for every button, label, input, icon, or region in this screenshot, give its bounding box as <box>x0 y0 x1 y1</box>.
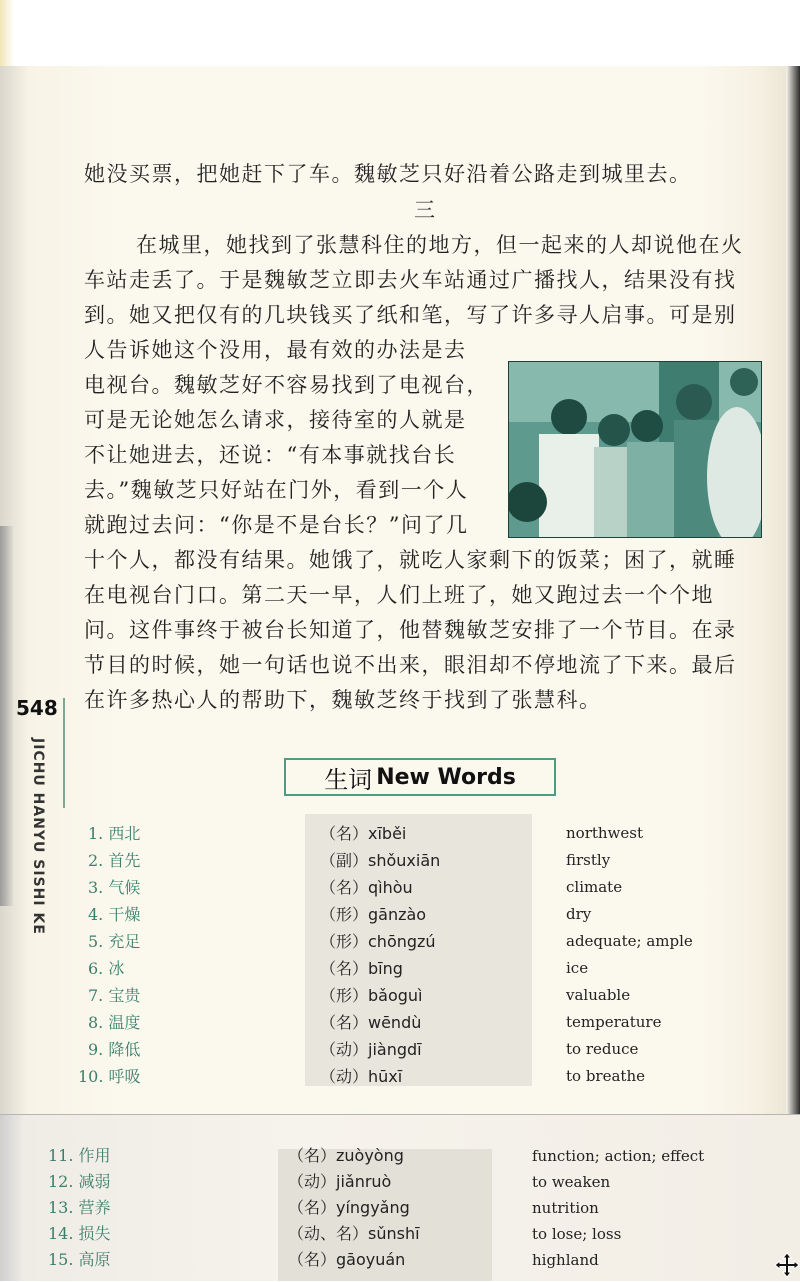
new-words-heading-en: New Words <box>376 764 516 790</box>
section-number: 三 <box>414 198 435 222</box>
crowd-photo <box>508 361 762 538</box>
new-words-heading <box>284 758 556 796</box>
text-line: 电视台。魏敏芝好不容易找到了电视台， <box>84 373 489 397</box>
vocab-word: 13. 营养 <box>48 1198 111 1217</box>
vocab-meaning: to reduce <box>566 1040 639 1058</box>
vocab-word: 3. 气候 <box>88 878 141 897</box>
vocab-word: 9. 降低 <box>88 1040 141 1059</box>
text-line: 就跑过去问：“你是不是台长？”问了几 <box>84 513 469 537</box>
vocab-meaning: ice <box>566 959 589 977</box>
vocab-meaning: climate <box>566 878 623 896</box>
text-line: 在电视台门口。第二天一早，人们上班了，她又跑过去一个个地 <box>84 583 714 607</box>
previous-page-strip <box>0 0 800 67</box>
new-words-heading-cn: 生词 <box>324 765 373 794</box>
vocab-pos-pinyin: （形）bǎoguì <box>320 986 423 1005</box>
next-page-strip[interactable] <box>0 1114 800 1281</box>
text-line: 去。”魏敏芝只好站在门外，看到一个人 <box>84 478 469 502</box>
book-series-title: JICHU HANYU SISHI KE <box>30 738 46 935</box>
vocab-word: 7. 宝贵 <box>88 986 141 1005</box>
vocab-meaning: adequate; ample <box>566 932 693 950</box>
vocab-meaning: temperature <box>566 1013 662 1031</box>
vocab-pos-pinyin: （副）shǒuxiān <box>320 851 441 870</box>
text-line: 人告诉她这个没用，最有效的办法是去 <box>84 338 467 362</box>
vocab-pos-pinyin: （名）yíngyǎng <box>288 1198 410 1217</box>
vocab-word: 14. 损失 <box>48 1224 111 1243</box>
vocab-word: 11. 作用 <box>48 1146 111 1165</box>
vocab-meaning: nutrition <box>532 1199 599 1217</box>
text-line: 车站走丢了。于是魏敏芝立即去火车站通过广播找人，结果没有找 <box>84 268 737 292</box>
vocab-word: 1. 西北 <box>88 824 141 843</box>
vocab-word: 8. 温度 <box>88 1013 141 1032</box>
vocab-pos-pinyin: （动、名）sǔnshī <box>288 1224 420 1243</box>
book-page[interactable] <box>0 66 800 1114</box>
vocab-pos-pinyin: （动）jiàngdī <box>320 1040 422 1059</box>
text-line: 在城里，她找到了张慧科住的地方，但一起来的人却说他在火 <box>136 233 744 257</box>
vocab-pos-pinyin: （形）chōngzú <box>320 932 436 951</box>
crowd-photo-image <box>509 362 761 537</box>
text-line: 问。这件事终于被台长知道了，他替魏敏芝安排了一个节目。在录 <box>84 618 737 642</box>
vocab-word: 15. 高原 <box>48 1250 111 1269</box>
vocab-meaning: firstly <box>566 851 611 869</box>
page-number: 548 <box>16 696 58 720</box>
vocab-pos-pinyin: （动）jiǎnruò <box>288 1172 392 1191</box>
vocab-pos-pinyin: （名）xīběi <box>320 824 407 843</box>
move-icon[interactable] <box>774 1252 800 1278</box>
move-icon-glyph <box>774 1252 800 1278</box>
text-line: 十个人，都没有结果。她饿了，就吃人家剩下的饭菜；困了，就睡 <box>84 548 737 572</box>
text-line: 可是无论她怎么请求，接待室的人就是 <box>84 408 467 432</box>
vocab-meaning: highland <box>532 1251 599 1269</box>
vocab-word: 5. 充足 <box>88 932 141 951</box>
vocab-pos-pinyin: （动）hūxī <box>320 1067 403 1086</box>
passage-line-1 <box>84 157 692 192</box>
vocab-meaning: to lose; loss <box>532 1225 622 1243</box>
text-line: 节目的时候，她一句话也说不出来，眼泪却不停地流了下来。最后 <box>84 653 737 677</box>
vocab-meaning: to weaken <box>532 1173 611 1191</box>
text-line: 她没买票，把她赶下了车。魏敏芝只好沿着公路走到城里去。 <box>84 162 692 186</box>
vocab-meaning: function; action; effect <box>532 1147 705 1165</box>
vocab-pos-pinyin: （形）gānzào <box>320 905 427 924</box>
vocab-pos-pinyin: （名）gāoyuán <box>288 1250 406 1269</box>
vocab-pos-pinyin: （名）wēndù <box>320 1013 422 1032</box>
vocab-word: 2. 首先 <box>88 851 141 870</box>
vocab-word: 4. 干燥 <box>88 905 141 924</box>
page-edge-left-shadow <box>0 526 14 906</box>
vocab-meaning: to breathe <box>566 1067 645 1085</box>
page-curl <box>0 0 14 66</box>
text-line: 不让她进去，还说：“有本事就找台长 <box>84 443 457 467</box>
vocab-word: 6. 冰 <box>88 959 125 978</box>
margin-rule <box>63 698 65 808</box>
vocab-word: 10. 呼吸 <box>78 1067 141 1086</box>
vocab-meaning: northwest <box>566 824 643 842</box>
vocab-meaning: valuable <box>566 986 631 1004</box>
vocab-pos-pinyin: （名）bīng <box>320 959 403 978</box>
text-line: 在许多热心人的帮助下，魏敏芝终于找到了张慧科。 <box>84 688 602 712</box>
text-line: 到。她又把仅有的几块钱买了纸和笔，写了许多寻人启事。可是别 <box>84 303 737 327</box>
vocab-pos-pinyin: （名）qìhòu <box>320 878 413 897</box>
page-edge-right <box>786 66 800 1114</box>
vocab-word: 12. 减弱 <box>48 1172 111 1191</box>
vocab-pos-pinyin: （名）zuòyòng <box>288 1146 404 1165</box>
vocab-meaning: dry <box>566 905 592 923</box>
